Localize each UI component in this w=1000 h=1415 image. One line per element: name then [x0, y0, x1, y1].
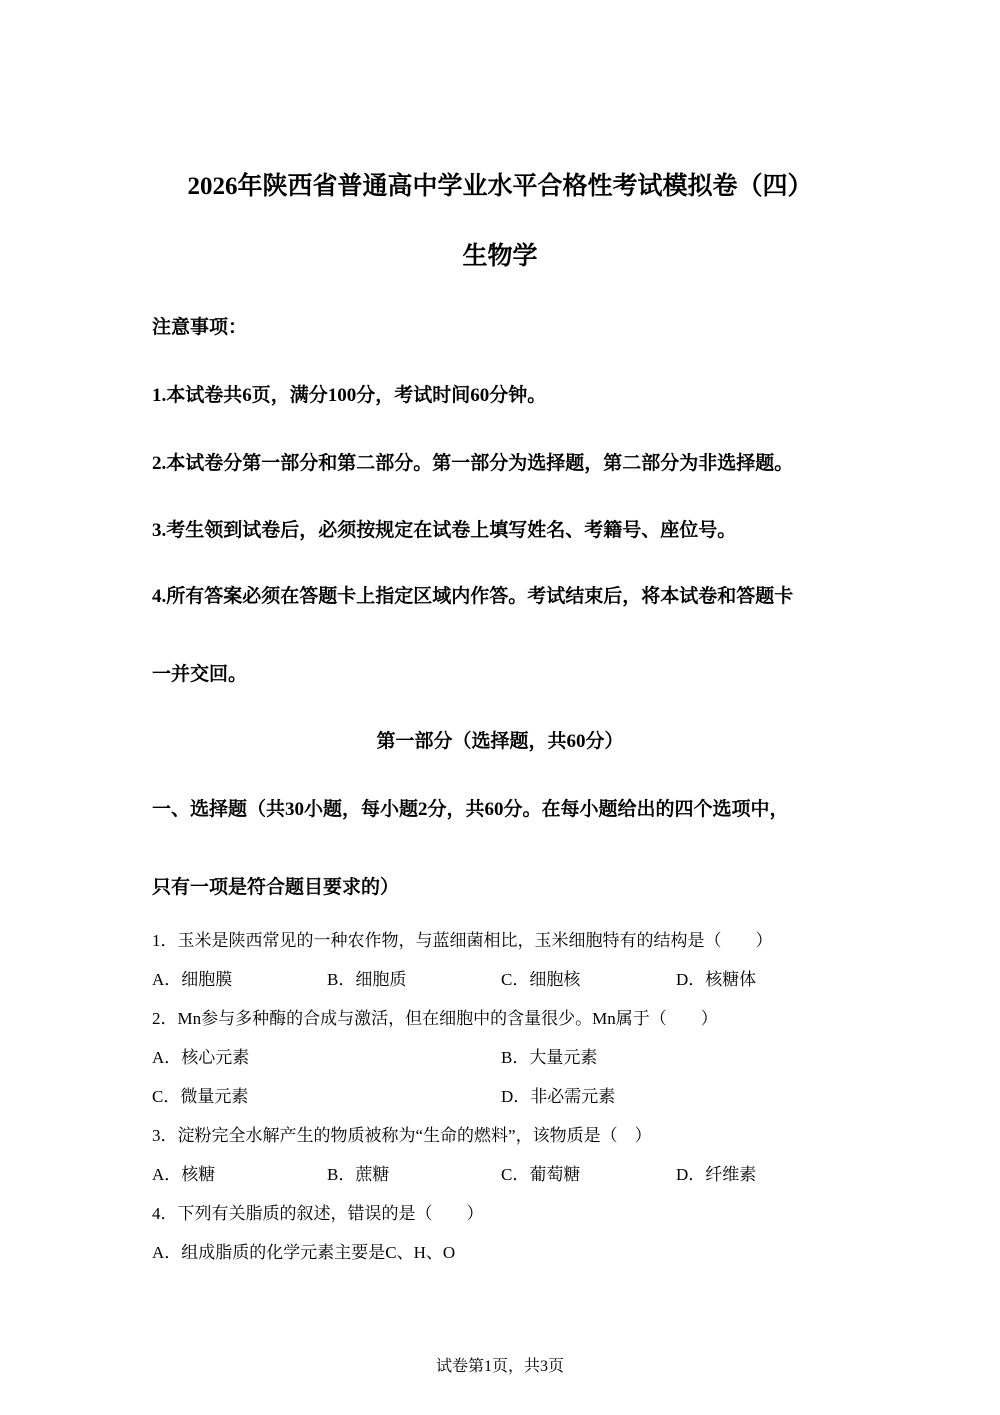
question-2-option-a: A．核心元素 — [152, 1048, 250, 1067]
question-2-option-c: C．微量元素 — [152, 1087, 249, 1106]
question-2-stem: 2．Mn参与多种酶的合成与激活，但在细胞中的含量很少。Mn属于（ ） — [152, 1009, 718, 1028]
notice-item-3: 3.考生领到试卷后，必须按规定在试卷上填写姓名、考籍号、座位号。 — [152, 520, 737, 541]
question-1-option-b: B．细胞质 — [327, 970, 407, 989]
question-1-option-c: C．细胞核 — [501, 970, 581, 989]
question-2-option-b: B．大量元素 — [501, 1048, 598, 1067]
notice-heading: 注意事项： — [152, 317, 248, 338]
question-4-stem: 4．下列有关脂质的叙述，错误的是（ ） — [152, 1204, 484, 1223]
question-1-option-d: D．核糖体 — [676, 970, 757, 989]
part1-instructions: 一、选择题（共30小题，每小题2分，共60分。在每小题给出的四个选项中， — [152, 799, 789, 820]
question-3-stem: 3．淀粉完全水解产生的物质被称为“生命的燃料”，该物质是（ ） — [152, 1126, 652, 1145]
part1-heading: 第一部分（选择题，共60分） — [376, 731, 624, 752]
exam-title: 2026年陕西省普通高中学业水平合格性考试模拟卷（四） — [187, 173, 813, 200]
notice-item-1: 1.本试卷共6页，满分100分，考试时间60分钟。 — [152, 385, 547, 406]
question-1-stem: 1．玉米是陕西常见的一种农作物，与蓝细菌相比，玉米细胞特有的结构是（ ） — [152, 931, 773, 950]
page-footer: 试卷第1页，共3页 — [435, 1358, 564, 1375]
question-3-option-c: C．葡萄糖 — [501, 1165, 581, 1184]
question-3-option-b: B．蔗糖 — [327, 1165, 390, 1184]
subject-title: 生物学 — [462, 243, 538, 270]
question-2-option-d: D．非必需元素 — [501, 1087, 616, 1106]
question-4-option-a: A．组成脂质的化学元素主要是C、H、O — [152, 1243, 456, 1262]
notice-item-4: 4.所有答案必须在答题卡上指定区域内作答。考试结束后，将本试卷和答题卡 — [152, 586, 794, 607]
part1-instructions-cont: 只有一项是符合题目要求的） — [152, 877, 400, 898]
notice-item-2: 2.本试卷分第一部分和第二部分。第一部分为选择题，第二部分为非选择题。 — [152, 453, 794, 474]
notice-item-4-cont: 一并交回。 — [152, 664, 248, 685]
question-3-option-d: D．纤维素 — [676, 1165, 757, 1184]
question-3-option-a: A．核糖 — [152, 1165, 216, 1184]
question-1-option-a: A．细胞膜 — [152, 970, 233, 989]
